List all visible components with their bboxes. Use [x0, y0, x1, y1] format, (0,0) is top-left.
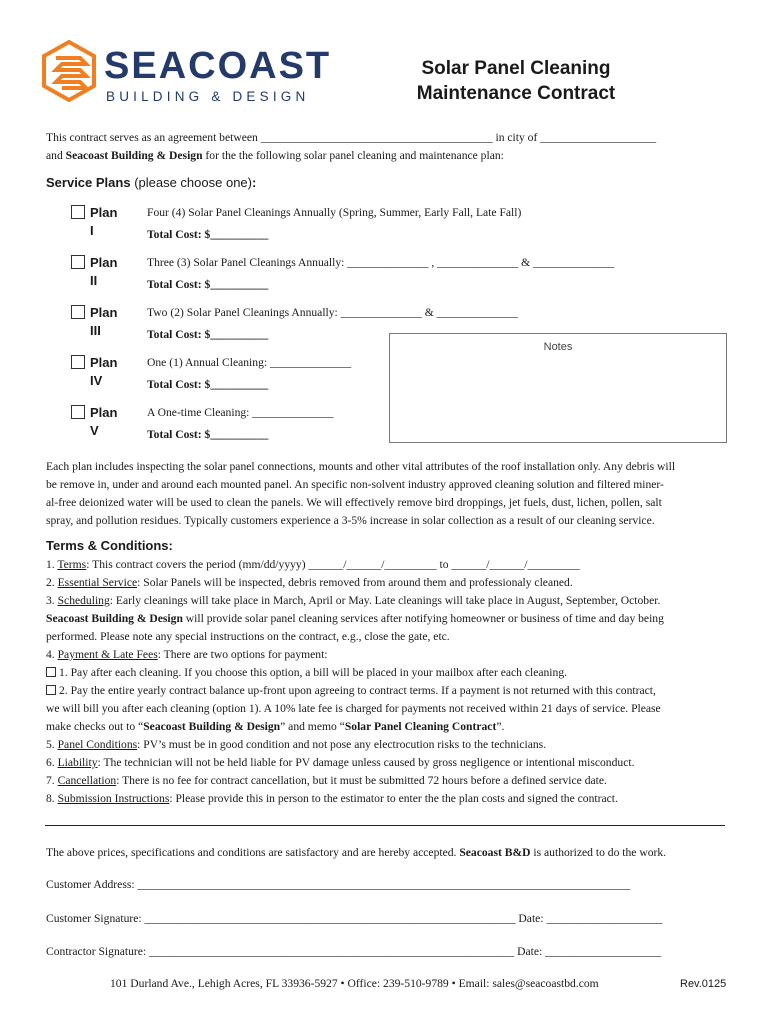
notes-box[interactable] [389, 333, 727, 443]
plan-ii-desc: Three (3) Solar Panel Cleanings Annually: ______________ , ______________ & ______________ [147, 256, 615, 269]
plan-iii-checkbox[interactable] [71, 305, 85, 319]
plan-i-label: Plan I [90, 205, 118, 238]
term-3: 3. Scheduling: Early cleanings will take place in March, April or May. Late cleanings will take place in August, September, October. [46, 594, 661, 607]
description-line: Each plan includes inspecting the solar panel connections, mounts and other vital attributes of the roof installation only. Any debris will [46, 460, 676, 473]
term-2: 2. Essential Service: Solar Panels will be inspected, debris removed from around them and professionaly cleaned. [46, 576, 573, 589]
term-5: 5. Panel Conditions: PV’s must be in good condition and not pose any electrocution risks to the technicians. [46, 738, 547, 751]
plan-i-checkbox[interactable] [71, 205, 85, 219]
plan-iii-cost: Total Cost: $__________ [147, 328, 269, 341]
payment-option-1-checkbox[interactable] [46, 667, 56, 677]
plan-v-checkbox[interactable] [71, 405, 85, 419]
title-line-1: Solar Panel Cleaning [421, 58, 611, 79]
customer-address-field[interactable]: Customer Address: _____________________________________________________________________________________ [46, 878, 631, 891]
intro-line-2: and Seacoast Building & Design for the the following solar panel cleaning and maintenance plan: [46, 149, 504, 162]
plan-description [46, 458, 729, 530]
payment-option-1: 1. Pay after each cleaning. If you choose this option, a bill will be placed in your mailbox after each cleaning. [46, 664, 664, 682]
term-4: 4. Payment & Late Fees: There are two options for payment: [46, 648, 328, 661]
page-title [395, 56, 637, 106]
customer-signature-field[interactable]: Customer Signature: ________________________________________________________________ Date: ____________________ [46, 912, 663, 925]
logo-tagline: BUILDING & DESIGN [106, 89, 310, 104]
term-3-cont-2: performed. Please note any special instructions on the contract, e.g., close the gate, etc. [46, 630, 450, 643]
plan-iv-cost: Total Cost: $__________ [147, 378, 269, 391]
plan-iv-desc: One (1) Annual Cleaning: ______________ [147, 356, 352, 369]
title-line-2: Maintenance Contract [416, 83, 616, 104]
term-3-cont: Seacoast Building & Design will provide solar panel cleaning services after notifying homeowner or business of time and day being [46, 612, 664, 625]
plan-i-desc: Four (4) Solar Panel Cleanings Annually (Spring, Summer, Early Fall, Late Fall) [147, 206, 522, 219]
term-8: 8. Submission Instructions: Please provide this in person to the estimator to enter the the plan costs and signed the contract. [46, 792, 618, 805]
term-1: 1. Terms: This contract covers the period (mm/dd/yyyy) ______/______/_________ to ______/______/_________ [46, 558, 580, 571]
plan-ii-label: Plan II [90, 255, 118, 288]
payment-option-2: 2. Pay the entire yearly contract balance up-front upon agreeing to contract terms. If a payment is not returned with this contract, [46, 682, 664, 700]
contractor-signature-field[interactable]: Contractor Signature: _______________________________________________________________ Date: ____________________ [46, 945, 662, 958]
plan-ii-cost: Total Cost: $__________ [147, 278, 269, 291]
payment-option-2-cont-2: make checks out to “Seacoast Building & Design” and memo “Solar Panel Cleaning Contract”. [46, 720, 505, 733]
payment-option-2-cont: we will bill you after each cleaning (option 1). A 10% late fee is charged for payments not received within 21 days of service. Please [46, 702, 661, 715]
intro-company: Seacoast Building & Design [65, 149, 203, 162]
service-plans-heading: Service Plans (please choose one): [46, 175, 257, 190]
plan-iii-label: Plan III [90, 305, 118, 338]
description-line: be remove in, under and around each mounted panel. An specific non-solvent industry approved cleaning solution and filtered miner- [46, 478, 664, 491]
intro-line-1: This contract serves as an agreement between ________________________________________ in city of ____________________ [46, 131, 657, 144]
revision-number: Rev.0125 [680, 978, 727, 990]
plan-v-desc: A One-time Cleaning: ______________ [147, 406, 334, 419]
notes-label: Notes [543, 341, 573, 353]
description-line: al-free deionized water will be used to clean the panels. We will effectively remove bird droppings, jet fuels, dust, lichen, pollen, salt [46, 496, 662, 509]
terms-list [46, 556, 664, 808]
payment-option-2-checkbox[interactable] [46, 685, 56, 695]
section-divider [45, 825, 725, 826]
plan-v-cost: Total Cost: $__________ [147, 428, 269, 441]
plan-ii-checkbox[interactable] [71, 255, 85, 269]
seacoast-logo-icon [42, 40, 96, 102]
footer-contact: 101 Durland Ave., Lehigh Acres, FL 33936-5927 • Office: 239-510-9789 • Email: sales@seacoastbd.com [110, 977, 599, 990]
acceptance-statement: The above prices, specifications and conditions are satisfactory and are hereby accepted. Seacoast B&D is authorized to do the work. [46, 846, 667, 859]
plan-iv-label: Plan IV [90, 355, 118, 388]
terms-heading: Terms & Conditions: [46, 538, 173, 553]
term-7: 7. Cancellation: There is no fee for contract cancellation, but it must be submitted 72 hours before a defined service date. [46, 774, 607, 787]
term-6: 6. Liability: The technician will not be held liable for PV damage unless caused by gross negligence or intentional misconduct. [46, 756, 635, 769]
logo-wordmark: SEACOAST [104, 45, 332, 87]
plan-v-label: Plan V [90, 405, 118, 438]
plan-i-cost: Total Cost: $__________ [147, 228, 269, 241]
description-line: spray, and pollution residues. Typically customers experience a 3-5% increase in solar collection as a result of our cleaning service. [46, 514, 655, 527]
plan-iii-desc: Two (2) Solar Panel Cleanings Annually: ______________ & ______________ [147, 306, 518, 319]
plan-iv-checkbox[interactable] [71, 355, 85, 369]
